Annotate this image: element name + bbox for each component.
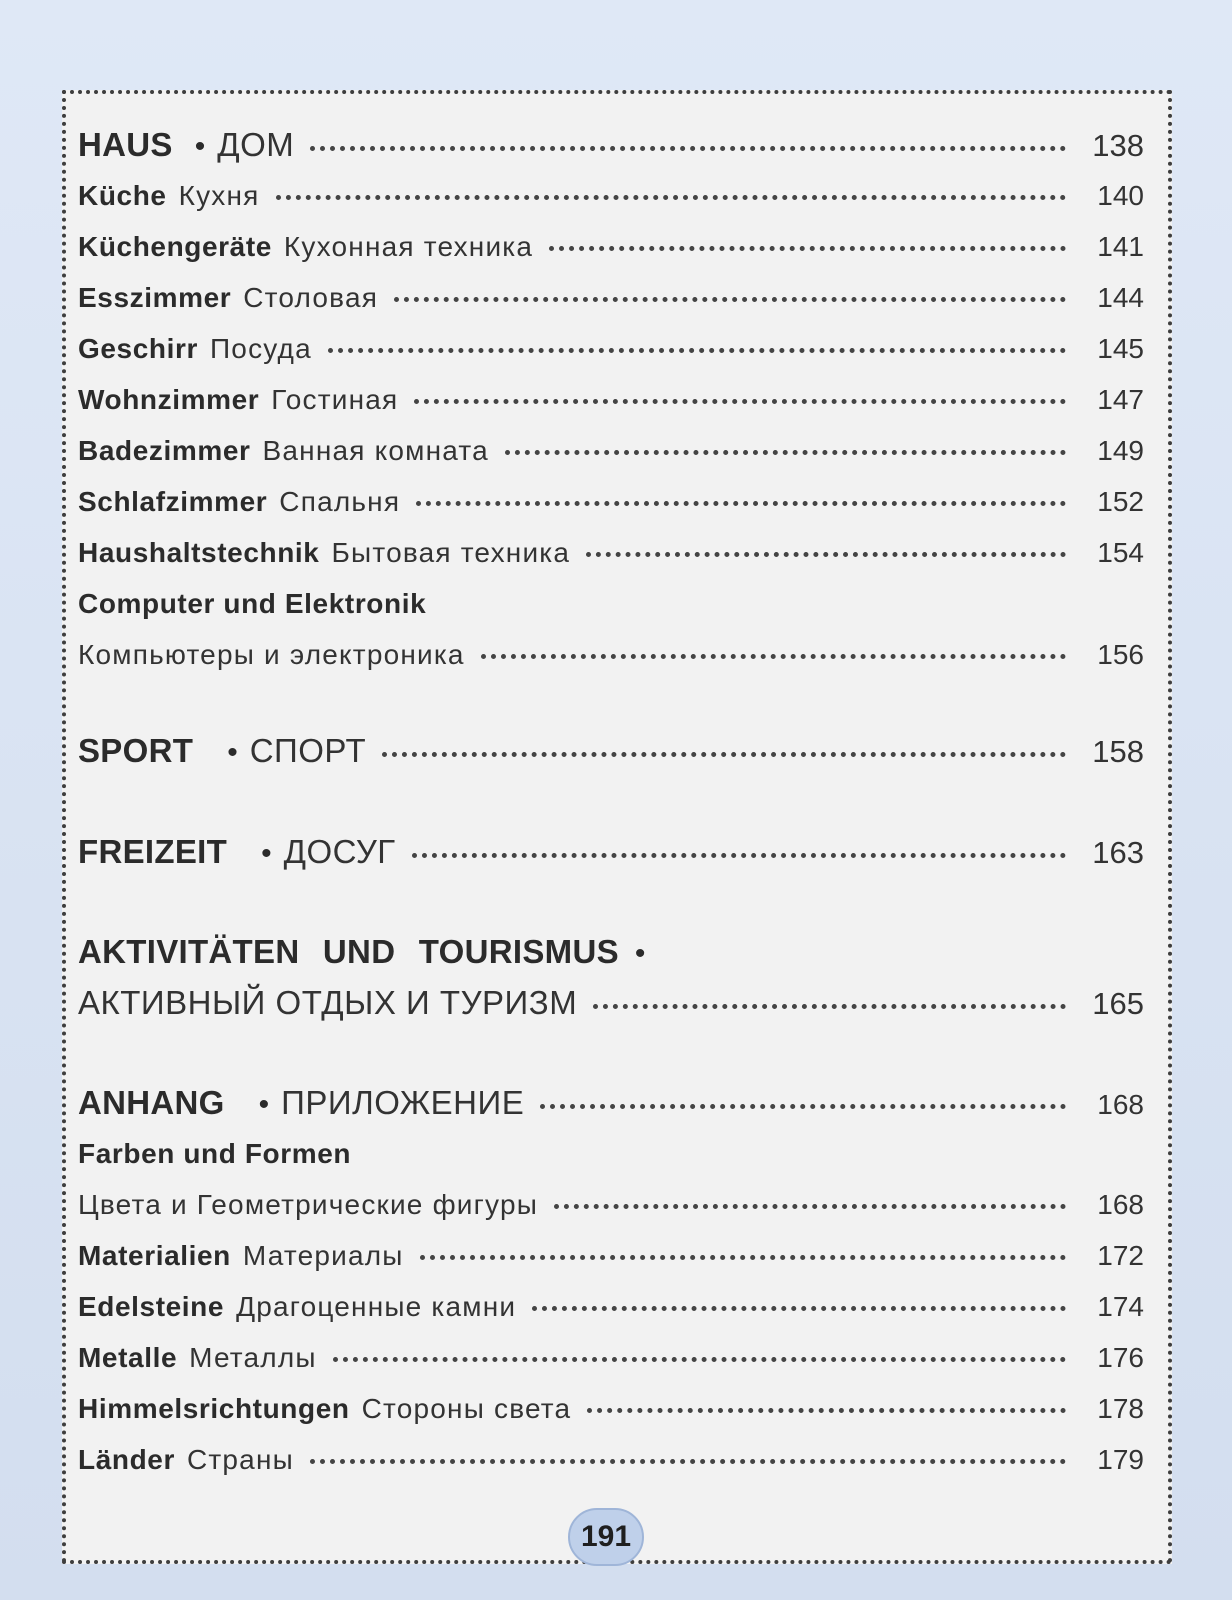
entry-title-ru: Бытовая техника [331, 537, 571, 568]
entry-title-ru: Посуда [209, 333, 312, 364]
toc-entry-kueche [78, 180, 1144, 212]
entry-title-de: Badezimmer [78, 435, 251, 466]
entry-title-de: Edelsteine [78, 1291, 225, 1322]
toc-entry-farben [78, 1189, 1144, 1221]
entry-title-ru: Драгоценные камни [236, 1291, 517, 1322]
toc-section-haus [78, 126, 1144, 164]
entry-title-ru: Ванная комната [262, 435, 489, 466]
page-number: 191 [568, 1508, 644, 1566]
page-ref: 178 [1097, 1393, 1144, 1424]
dot-leader [593, 1004, 1066, 1009]
entry-title-de: Haushaltstechnik [78, 537, 320, 568]
entry-title-de: Küchengeräte [78, 231, 272, 262]
toc-section-aktivitaeten [78, 984, 1144, 1022]
entry-title-ru: Стороны света [361, 1393, 572, 1424]
toc-entry-metalle [78, 1342, 1144, 1374]
toc-entry-computer-title [78, 588, 1144, 620]
entry-title-de: Metalle [78, 1342, 178, 1373]
page-ref: 138 [1092, 128, 1144, 163]
entry-title-de: Esszimmer [78, 282, 232, 313]
dot-leader [586, 552, 1066, 557]
entry-title-de: Materialien [78, 1240, 231, 1271]
entry-title-ru: Кухня [178, 180, 260, 211]
dot-leader [481, 654, 1066, 659]
page-ref: 163 [1092, 835, 1144, 870]
dot-leader [532, 1306, 1066, 1311]
page-ref: 141 [1097, 231, 1144, 262]
dot-leader [310, 146, 1066, 151]
dot-leader [276, 195, 1066, 200]
toc-entry-badezimmer [78, 435, 1144, 467]
entry-title-de: Schlafzimmer [78, 486, 268, 517]
dot-leader [333, 1357, 1066, 1362]
table-of-contents [78, 118, 1144, 1538]
section-title-de: AKTIVITÄTEN UND TOURISMUS [78, 933, 619, 970]
entry-title-de: Farben und Formen [78, 1138, 352, 1169]
toc-entry-haushaltstechnik [78, 537, 1144, 569]
dot-leader [328, 348, 1066, 353]
entry-title-ru: Гостиная [271, 384, 399, 415]
dot-leader [394, 297, 1066, 302]
entry-title-ru: Цвета и Геометрические фигуры [78, 1189, 539, 1220]
section-title-ru: ДОСУГ [283, 833, 396, 870]
bullet-separator: • [261, 837, 272, 870]
page-ref: 174 [1097, 1291, 1144, 1322]
page-ref: 165 [1092, 986, 1144, 1021]
toc-section-anhang [78, 1084, 1144, 1122]
toc-entry-laender [78, 1444, 1144, 1476]
dot-leader [414, 399, 1066, 404]
page-ref: 145 [1097, 333, 1144, 364]
toc-section-sport [78, 732, 1144, 770]
dot-leader [587, 1408, 1066, 1413]
entry-title-ru: Металлы [189, 1342, 317, 1373]
dot-leader [416, 501, 1066, 506]
entry-title-de: Küche [78, 180, 167, 211]
bullet-separator: • [258, 1088, 270, 1121]
dot-leader [549, 246, 1066, 251]
dot-leader [310, 1459, 1066, 1464]
page-ref: 168 [1097, 1089, 1144, 1120]
entry-title-ru: Столовая [243, 282, 379, 313]
page-ref: 156 [1097, 639, 1144, 670]
entry-title-ru: Кухонная техника [283, 231, 534, 262]
page-ref: 176 [1097, 1342, 1144, 1373]
entry-title-de: Himmelsrichtungen [78, 1393, 350, 1424]
section-title-ru: АКТИВНЫЙ ОТДЫХ И ТУРИЗМ [78, 984, 578, 1021]
section-title-de: SPORT [78, 732, 194, 769]
dot-leader [505, 450, 1066, 455]
page-ref: 144 [1097, 282, 1144, 313]
toc-entry-kuechengeraete [78, 231, 1144, 263]
section-title-de: HAUS [78, 126, 173, 163]
section-title-ru: ПРИЛОЖЕНИЕ [281, 1084, 525, 1121]
page-ref: 149 [1097, 435, 1144, 466]
entry-title-ru: Материалы [242, 1240, 404, 1271]
dot-leader [554, 1204, 1066, 1209]
entry-title-de: Wohnzimmer [78, 384, 260, 415]
entry-title-de: Geschirr [78, 333, 198, 364]
entry-title-ru: Спальня [279, 486, 401, 517]
section-title-ru: СПОРТ [249, 732, 367, 769]
toc-section-freizeit [78, 833, 1144, 871]
bullet-separator: • [194, 130, 206, 163]
dot-leader [540, 1104, 1066, 1109]
page-ref: 179 [1097, 1444, 1144, 1475]
bullet-separator: • [634, 937, 646, 970]
entry-title-ru: Компьютеры и электроника [78, 639, 465, 670]
toc-entry-schlafzimmer [78, 486, 1144, 518]
page-ref: 147 [1097, 384, 1144, 415]
page-ref: 140 [1097, 180, 1144, 211]
toc-entry-geschirr [78, 333, 1144, 365]
toc-entry-farben-title [78, 1138, 1144, 1170]
section-title-de: FREIZEIT [78, 833, 228, 870]
page-ref: 152 [1097, 486, 1144, 517]
toc-entry-wohnzimmer [78, 384, 1144, 416]
toc-entry-esszimmer [78, 282, 1144, 314]
section-title-de: ANHANG [78, 1084, 225, 1121]
dot-leader [382, 752, 1066, 757]
entry-title-de: Computer und Elektronik [78, 588, 427, 619]
page-ref: 172 [1097, 1240, 1144, 1271]
toc-entry-materialien [78, 1240, 1144, 1272]
entry-title-ru: Страны [186, 1444, 294, 1475]
toc-entry-computer [78, 639, 1144, 671]
page-ref: 158 [1092, 734, 1144, 769]
toc-entry-edelsteine [78, 1291, 1144, 1323]
toc-section-aktivitaeten-title [78, 933, 1144, 971]
page-ref: 168 [1097, 1189, 1144, 1220]
dot-leader [412, 853, 1066, 858]
bullet-separator: • [227, 736, 238, 769]
page-ref: 154 [1097, 537, 1144, 568]
dot-leader [420, 1255, 1066, 1260]
entry-title-de: Länder [78, 1444, 175, 1475]
section-title-ru: ДОМ [217, 126, 295, 163]
toc-entry-himmelsrichtungen [78, 1393, 1144, 1425]
